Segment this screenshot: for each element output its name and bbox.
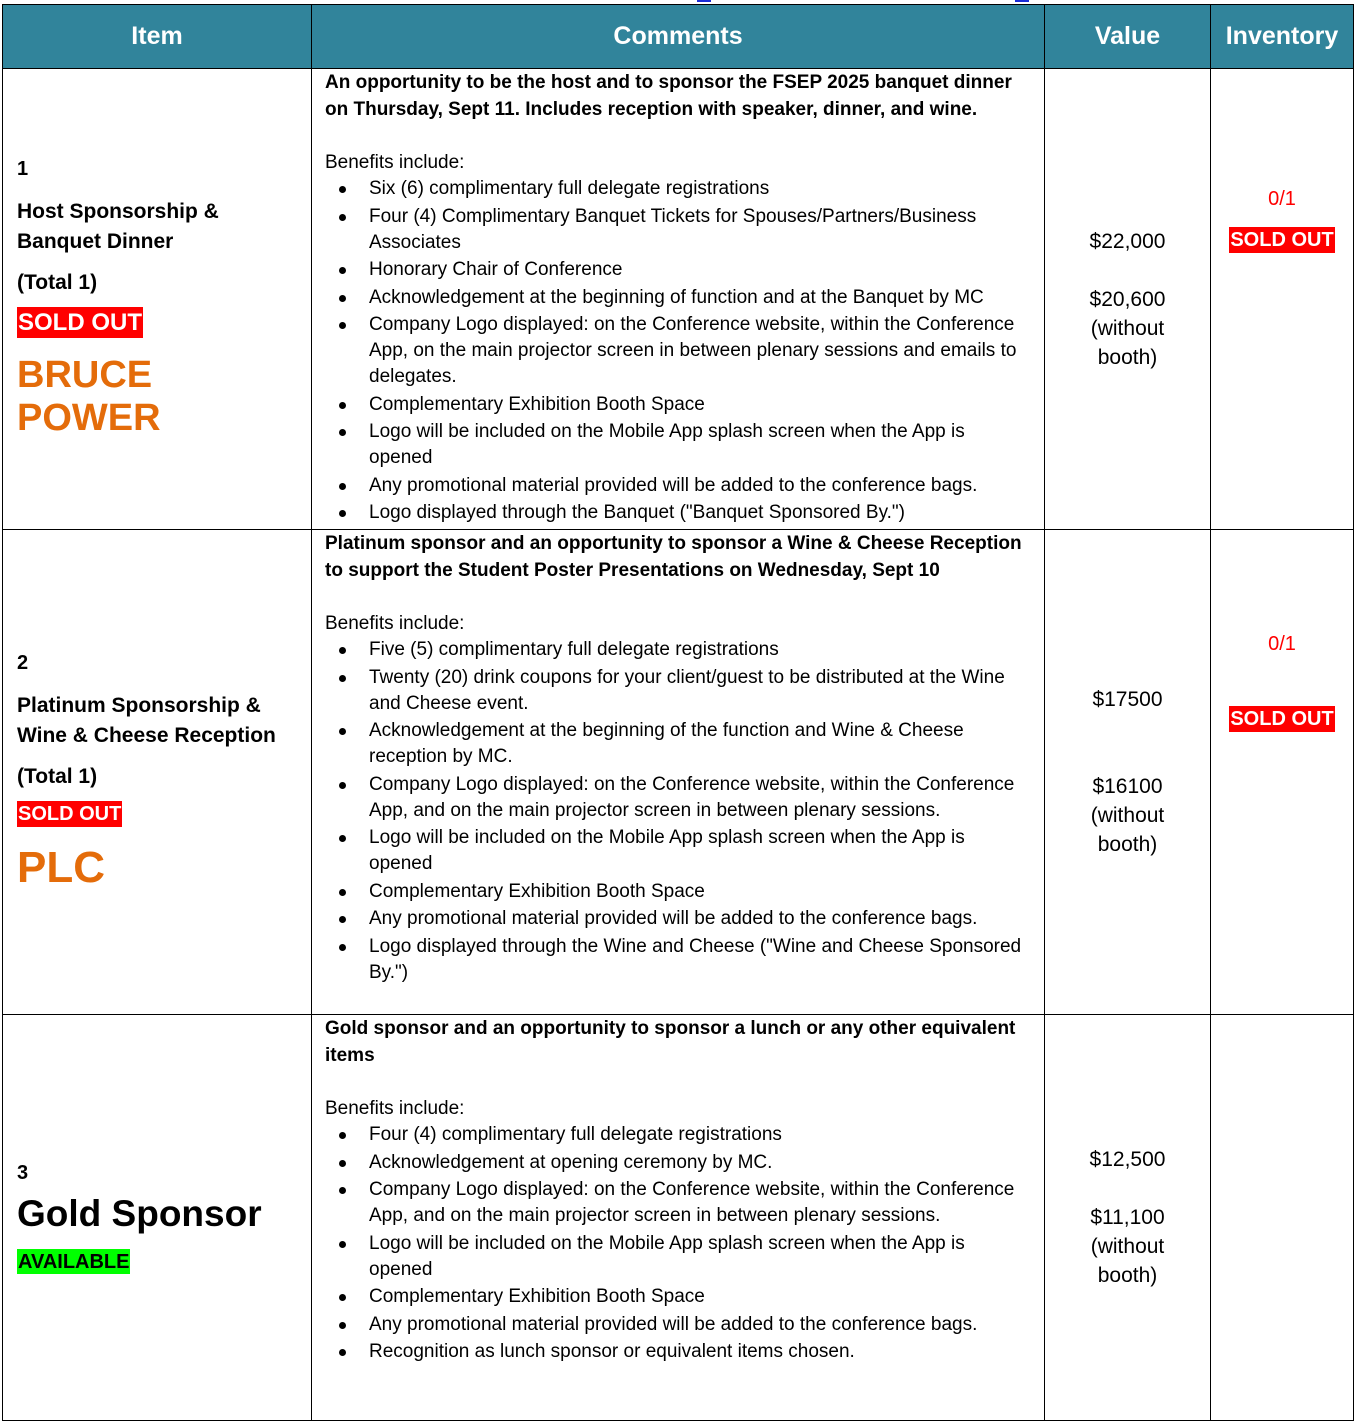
benefit-item: Honorary Chair of Conference: [325, 257, 1032, 283]
value-alt: $20,600: [1089, 287, 1166, 311]
table-header-row: [3, 5, 1354, 69]
item-cell: [3, 530, 312, 1015]
comments-cell: [312, 1015, 1045, 1421]
inventory-count: 0/1: [1268, 633, 1296, 655]
value-alt-note: booth): [1097, 833, 1158, 856]
benefit-item: Four (4) complimentary full delegate registrations: [325, 1122, 1032, 1148]
benefits-label: Benefits include:: [325, 152, 465, 173]
item-number: 1: [17, 158, 29, 180]
benefit-item: Acknowledgement at the beginning of function and at the Banquet by MC: [325, 285, 1032, 311]
inventory-count: 0/1: [1268, 188, 1296, 210]
benefits-list: [325, 176, 1032, 526]
table-row: [3, 1015, 1354, 1421]
benefit-item: Six (6) complimentary full delegate registrations: [325, 176, 1032, 202]
item-name-line: Platinum Sponsorship &: [17, 693, 261, 717]
item-name: [17, 197, 297, 257]
table-row: [3, 69, 1354, 530]
header-value: Value: [1045, 5, 1211, 69]
sold-out-badge: SOLD OUT: [18, 802, 122, 825]
item-name-line: Banquet Dinner: [17, 230, 174, 253]
value-cell: [1045, 1015, 1211, 1421]
item-name: [17, 691, 297, 751]
value-cell: [1045, 530, 1211, 1015]
benefits-list: [325, 1122, 1032, 1365]
comment-intro: An opportunity to be the host and to sponsor the FSEP 2025 banquet dinner on Thursday, Sept 11. Includes reception with speaker, dinner, and wine.: [325, 72, 1012, 120]
comments-cell: [312, 530, 1045, 1015]
benefits-label: Benefits include:: [325, 613, 465, 634]
value-alt-note: booth): [1097, 1264, 1158, 1287]
benefit-item: Logo will be included on the Mobile App splash screen when the App is opened: [325, 419, 1032, 471]
comments-cell: [312, 69, 1045, 530]
value-alt-note: booth): [1097, 345, 1158, 369]
benefit-item: Twenty (20) drink coupons for your client/guest to be distributed at the Wine and Cheese event.: [325, 665, 1032, 717]
comment-intro: Gold sponsor and an opportunity to sponsor a lunch or any other equivalent items: [325, 1018, 1016, 1066]
item-name-line: Host Sponsorship &: [17, 200, 219, 223]
cropped-heading-fragment: [697, 0, 711, 2]
value-main: $22,000: [1089, 229, 1166, 253]
benefit-item: Company Logo displayed: on the Conference website, within the Conference App, and on the main projector screen in between plenary sessions.: [325, 772, 1032, 824]
value-main: $12,500: [1089, 1148, 1166, 1171]
item-name-line: Wine & Cheese Reception: [17, 723, 276, 747]
benefit-item: Complementary Exhibition Booth Space: [325, 1284, 1032, 1310]
benefit-item: Four (4) Complimentary Banquet Tickets for Spouses/Partners/Business Associates: [325, 204, 1032, 256]
benefit-item: Five (5) complimentary full delegate registrations: [325, 637, 1032, 663]
benefit-item: Any promotional material provided will be added to the conference bags.: [325, 1312, 1032, 1338]
table-row: [3, 530, 1354, 1015]
item-total: (Total 1): [17, 764, 98, 788]
sold-out-badge: SOLD OUT: [18, 309, 142, 336]
benefit-item: Acknowledgement at the beginning of the function and Wine & Cheese reception by MC.: [325, 718, 1032, 770]
value-cell: [1045, 69, 1211, 530]
value-alt-note: (without: [1090, 804, 1165, 827]
sponsor-name: BRUCE POWER: [17, 354, 161, 439]
benefit-item: Company Logo displayed: on the Conference website, within the Conference App, on the main projector screen in between plenary sessions and emails to delegates.: [325, 312, 1032, 390]
header-comments: Comments: [312, 5, 1045, 69]
item-number: 3: [17, 1161, 29, 1184]
benefit-item: Logo will be included on the Mobile App splash screen when the App is opened: [325, 825, 1032, 877]
value-alt: $11,100: [1090, 1206, 1165, 1229]
value-alt: $16100: [1092, 775, 1163, 798]
benefits-label: Benefits include:: [325, 1098, 465, 1119]
benefit-item: Company Logo displayed: on the Conference website, within the Conference App, and on the main projector screen in between plenary sessions.: [325, 1177, 1032, 1229]
sponsorship-table: [2, 4, 1354, 1421]
benefit-item: Any promotional material provided will be added to the conference bags.: [325, 906, 1032, 932]
benefit-item: Acknowledgement at opening ceremony by MC.: [325, 1150, 1032, 1176]
benefit-item: Recognition as lunch sponsor or equivalent items chosen.: [325, 1339, 1032, 1365]
benefit-item: Logo displayed through the Banquet ("Banquet Sponsored By."): [325, 500, 1032, 526]
value-main: $17500: [1092, 688, 1163, 711]
inventory-cell: [1211, 69, 1354, 530]
item-name: Gold Sponsor: [17, 1192, 262, 1234]
cropped-heading-fragment: [1015, 0, 1029, 2]
inventory-cell: [1211, 530, 1354, 1015]
benefit-item: Complementary Exhibition Booth Space: [325, 879, 1032, 905]
item-total: (Total 1): [17, 271, 98, 294]
header-inventory: Inventory: [1211, 5, 1354, 69]
inventory-sold-out-badge: SOLD OUT: [1230, 708, 1334, 730]
item-cell: [3, 69, 312, 530]
sponsor-name: PLC: [17, 842, 105, 892]
benefits-list: [325, 637, 1032, 986]
value-alt-note: (without: [1090, 316, 1165, 340]
benefit-item: Complementary Exhibition Booth Space: [325, 392, 1032, 418]
inventory-cell: [1211, 1015, 1354, 1421]
value-alt-note: (without: [1090, 1235, 1165, 1258]
comment-intro: Platinum sponsor and an opportunity to sponsor a Wine & Cheese Reception to support the Student Poster Presentations on Wednesday, Sept 10: [325, 533, 1022, 581]
benefit-item: Any promotional material provided will be added to the conference bags.: [325, 473, 1032, 499]
available-badge: AVAILABLE: [18, 1250, 130, 1273]
inventory-sold-out-badge: SOLD OUT: [1230, 229, 1334, 251]
item-cell: [3, 1015, 312, 1421]
header-item: Item: [3, 5, 312, 69]
item-number: 2: [17, 651, 29, 674]
benefit-item: Logo displayed through the Wine and Cheese ("Wine and Cheese Sponsored By."): [325, 934, 1032, 986]
benefit-item: Logo will be included on the Mobile App splash screen when the App is opened: [325, 1231, 1032, 1283]
